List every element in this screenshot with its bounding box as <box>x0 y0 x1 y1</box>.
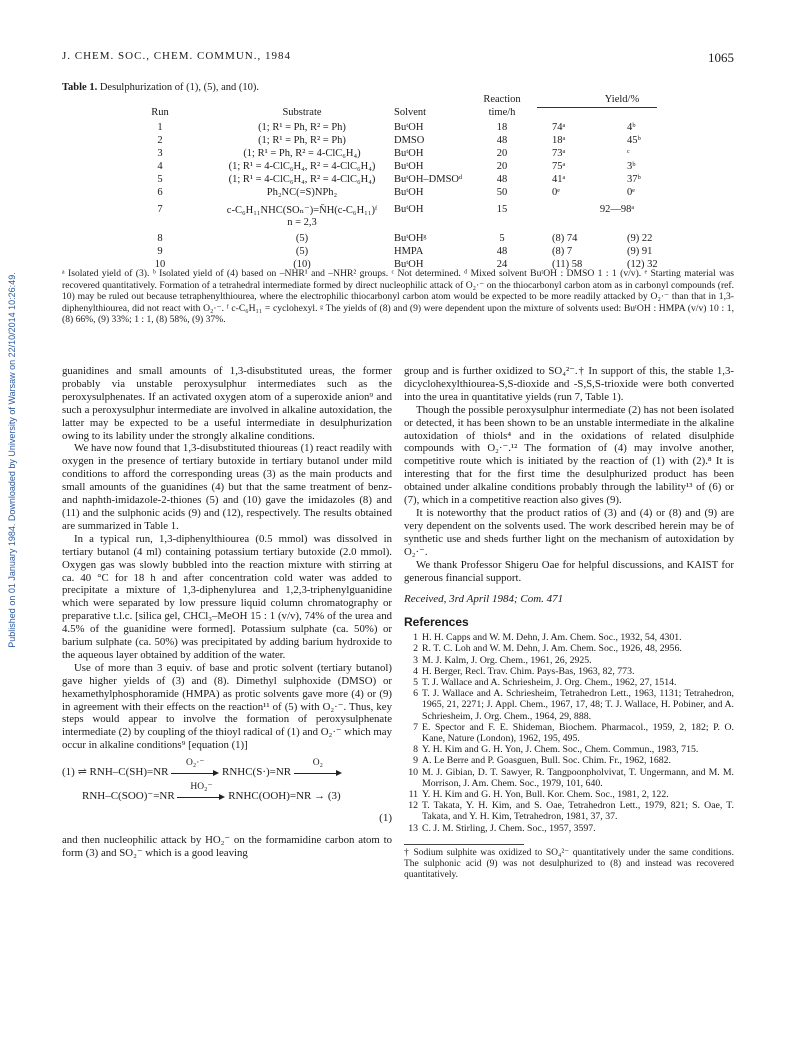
cell-substrate: (10) <box>293 259 311 270</box>
reference-text: T. Takata, Y. H. Kim, and S. Oae, Tetrahedron Lett., 1979, 821; S. Oae, T. Takata, and Y. H. Kim, Tetrahedron, 1981, 37, 37. <box>422 800 734 823</box>
cell-run: 10 <box>154 259 166 270</box>
equation-line-2 <box>82 781 341 803</box>
left-column <box>62 365 392 860</box>
cell-yield-1: 41ᵃ <box>552 174 566 185</box>
reference-item <box>404 767 734 789</box>
arrow-label: O₂ <box>312 757 323 768</box>
equation-term: RNHC(S·)=NR <box>221 766 292 779</box>
cell-yield-2: 3ᵇ <box>627 161 636 172</box>
reference-number: 4 <box>413 665 418 677</box>
cell-yield-2: (9) 22 <box>627 233 653 244</box>
received-date: Received, 3rd April 1984; Com. 471 <box>404 593 564 606</box>
footnote-rule <box>404 844 524 845</box>
reference-item <box>404 755 734 766</box>
header-yield: Yield/% <box>604 94 640 105</box>
page-number: 1065 <box>708 50 734 65</box>
cell-solvent: BuᵗOH <box>394 259 424 270</box>
cell-time: 50 <box>496 187 508 198</box>
arrow-label: O₂·⁻ <box>186 757 205 768</box>
reference-number: 6 <box>413 688 418 700</box>
reference-text: Y. H. Kim and G. H. Yon, Bull. Kor. Chem. Soc., 1981, 2, 122. <box>422 789 669 801</box>
reference-text: M. J. Kalm, J. Org. Chem., 1961, 26, 2925. <box>422 654 592 666</box>
cell-yield-2: (12) 32 <box>627 259 658 270</box>
cell-yield-combined: 92—98ᵃ <box>599 204 635 215</box>
cell-substrate: (1; R¹ = Ph, R² = Ph) <box>258 135 346 146</box>
cell-solvent: HMPA <box>394 246 424 257</box>
reference-number: 2 <box>413 643 418 655</box>
reaction-arrow <box>177 781 225 802</box>
cell-substrate: (1; R¹ = Ph, R² = Ph) <box>258 122 346 133</box>
reference-item <box>404 722 734 744</box>
paragraph: Use of more than 3 equiv. of base and protic solvent (tertiary butanol) gave higher yields of (3) and (8). Dimethyl sulphoxide (DMSO) or hexamethylphosphoramide (HMPA) as protic solvents gave more (4) or (9) in agreement with their effects on the reaction¹¹ of (5) with O₂·⁻. Thus, key steps would appear to involve the formation of peroxysulphenate intermediate (2) by coupling of the thioyl radical of (1) and O₂·⁻ which may occur in alkaline conditions⁹ [equation (1)] <box>62 661 392 752</box>
equation-1 <box>62 752 392 826</box>
table-footnotes: ᵃ Isolated yield of (3). ᵇ Isolated yield of (4) based on –NHR¹ and –NHR² groups. ᶜ Not determined. ᵈ Mixed solvent BuᵗOH : DMSO 1 : 1 (v/v). ᵉ Starting material was recovered quantitatively. Formation of a tetrahedral intermediate formed by direct nucleophilic attack of O₂·⁻ on the thiocarbonyl carbon atom as in carbonyl compounds (ref. 10) may be ruled out because tetraphenylthiourea, where the electrophilic thiocarbonyl carbon atom would be expected to be more readily attacked by O₂·⁻ than that in 1,3-diphenylthiourea, did not react with O₂·⁻. ᶠ c-C₆H₁₁ = cyclohexyl. ᵍ The yields of (8) and (9) were dependent upon the mixture of solvents used: BuᵗOH : HMPA (v/v) 10 : 1, (8) 66%, (9) 33%; 1 : 1, (8) 58%, (9) 37%. <box>62 268 734 326</box>
download-watermark-text: Published on 01 January 1984. Downloaded by University of Warsaw on 22/10/2014 10:26:49. <box>7 272 17 648</box>
table-row <box>62 233 734 246</box>
cell-yield-2: 4ᵇ <box>627 122 636 133</box>
cell-substrate: c-C₆H₁₁NHC(SOₙ⁻)=N̄H(c-C₆H₁₁)ᶠ <box>226 205 378 216</box>
reference-item <box>404 789 734 800</box>
download-watermark[interactable] <box>2 160 22 760</box>
cell-solvent: BuᵗOH <box>394 187 424 198</box>
cell-solvent: BuᵗOH <box>394 204 424 215</box>
cell-time: 48 <box>496 246 508 257</box>
reference-item <box>404 688 734 722</box>
cell-substrate: (1; R¹ = 4-ClC₆H₄, R² = 4-ClC₆H₄) <box>228 174 376 185</box>
paragraph: Though the possible peroxysulphur intermediate (2) has not been isolated or detected, it has been shown to be an unstable intermediate in the alkaline autoxidation of thiols⁴ and in the oxidations of related disulphide compounds with O₂·⁻.¹² The formation of (4) may involve another, competitive route which is initiated by the reaction of (1) with (2).⁸ It is interesting that for the first time the desulphurized product has been obtained under alkaline conditions probably through the lability¹³ of (6) or (7), which in a competitive reaction also gives (9). <box>404 403 734 507</box>
reference-item <box>404 632 734 643</box>
reference-text: Y. H. Kim and G. H. Yon, J. Chem. Soc., Chem. Commun., 1983, 715. <box>422 744 699 756</box>
reference-item <box>404 744 734 755</box>
table-caption <box>62 82 259 93</box>
cell-run: 9 <box>157 246 163 257</box>
cell-time: 15 <box>496 204 508 215</box>
cell-substrate: (1; R¹ = Ph, R² = 4-ClC₆H₄) <box>243 148 361 159</box>
cell-yield-1: 18ᵃ <box>552 135 566 146</box>
table-row <box>62 161 734 174</box>
cell-solvent: BuᵗOH <box>394 148 424 159</box>
cell-yield-1: 74ᵃ <box>552 122 566 133</box>
cell-solvent: BuᵗOH–DMSOᵈ <box>394 174 463 185</box>
paragraph: and then nucleophilic attack by HO₂⁻ on the formamidine carbon atom to form (3) and SO₂⁻ which is a good leaving <box>62 834 392 860</box>
right-column <box>404 365 734 881</box>
cell-run: 5 <box>157 174 163 185</box>
reference-number: 13 <box>408 822 418 834</box>
cell-run: 1 <box>157 122 163 133</box>
cell-substrate: (5) <box>295 246 309 257</box>
cell-yield-2: 0ᵉ <box>627 187 635 198</box>
reference-text: H. H. Capps and W. M. Dehn, J. Am. Chem. Soc., 1932, 54, 4301. <box>422 632 682 644</box>
cell-substrate: (1; R¹ = 4-ClC₆H₄, R² = 4-ClC₆H₄) <box>228 161 376 172</box>
cell-yield-1: (8) 74 <box>552 233 578 244</box>
reaction-arrow <box>294 757 342 778</box>
paragraph: We have now found that 1,3-disubstituted thioureas (1) react readily with oxygen in the presence of tertiary butoxide in tertiary butanol under mild conditions to afford the corresponding ureas (3) as the main products and small amounts of the guanidines (4) but that the same treatment of benz- and naphth-imidazole-2-thiones (5) and (10) gave the imidazoles (8) and (11) and the sulphonic acids (9) and (12), respectively. The results obtained are summarized in Table 1. <box>62 442 392 532</box>
reference-item <box>404 823 734 834</box>
reference-item <box>404 800 734 822</box>
paragraph: We thank Professor Shigeru Oae for helpful discussions, and KAIST for generous financial support. <box>404 558 734 584</box>
cell-time: 48 <box>496 135 508 146</box>
cell-substrate: Ph₂NC(=S)NPh₂ <box>266 187 338 198</box>
arrow-label: HO₂⁻ <box>190 781 213 792</box>
table-caption-label: Table 1. <box>62 82 98 93</box>
cell-run: 8 <box>157 233 163 244</box>
cell-yield-2: 37ᵇ <box>627 174 641 185</box>
cell-run: 6 <box>157 187 163 198</box>
reference-number: 11 <box>408 789 418 801</box>
cell-run: 7 <box>157 204 163 215</box>
cell-run: 4 <box>157 161 163 172</box>
cell-yield-1: 73ᵃ <box>552 148 566 159</box>
cell-yield-1: (11) 58 <box>552 259 583 270</box>
table-row <box>62 187 734 200</box>
reference-number: 9 <box>413 755 418 767</box>
reference-text: R. T. C. Loh and W. M. Dehn, J. Am. Chem. Soc., 1926, 48, 2956. <box>422 643 682 655</box>
equation-term: RNH–C(SOO)⁻=NR <box>82 790 175 803</box>
table-row <box>62 148 734 161</box>
cell-run: 2 <box>157 135 163 146</box>
cell-time: 5 <box>499 233 505 244</box>
cell-run: 3 <box>157 148 163 159</box>
reference-text: M. J. Gibian, D. T. Sawyer, R. Tangpoonpholvivat, T. Ungermann, and M. M. Morrison, J. Am. Chem. Soc., 1979, 101, 640. <box>422 766 734 789</box>
cell-yield-1: 0ᵉ <box>552 187 560 198</box>
cell-yield-2: (9) 91 <box>627 246 653 257</box>
header-solvent: Solvent <box>394 107 427 118</box>
table-row <box>62 246 734 259</box>
table-caption-text: Desulphurization of (1), (5), and (10). <box>97 82 260 93</box>
footnote: † Sodium sulphite was oxidized to SO₄²⁻ quantitatively under the same conditions. The sulphonic acid (9) was not desulphurized to (8) and instead was recovered quantitatively. <box>404 847 734 880</box>
references-heading: References <box>404 615 469 630</box>
reference-item <box>404 655 734 666</box>
paragraph: guanidines and small amounts of 1,3-disubstituted ureas, the former probably via unstable peroxysulphur intermediates such as the peroxysulphenates. If an activated oxygen atom of a superoxide anion⁹ and such a peroxysulphur intermediate are involved in alkaline autoxidation, the latter may be expected to be a useful intermediate in desulphurization owing to its lability under the strongly alkaline conditions. <box>62 365 392 442</box>
cell-time: 18 <box>496 122 508 133</box>
cell-yield-1: (8) 7 <box>552 246 573 257</box>
reference-text: E. Spector and F. E. Shideman, Biochem. Pharmacol., 1959, 2, 182; P. O. Kane, Nature (London), 1962, 195, 495. <box>422 721 734 745</box>
cell-time: 20 <box>496 148 508 159</box>
cell-yield-2: ᶜ <box>627 148 630 159</box>
page-header <box>62 50 734 66</box>
cell-substrate: (5) <box>295 233 309 244</box>
paragraph: group and is further oxidized to SO₄²⁻.† In support of this, the stable 1,3-dicyclohexylthiourea-S,S-dioxide and -S,S,S-trioxide were both converted into the urea in quantitative yields (run 7, Table 1). <box>404 365 734 403</box>
header-substrate: Substrate <box>282 107 322 118</box>
equation-number: (1) <box>379 812 392 825</box>
equation-term: (1) ⇌ RNH–C(SH)=NR <box>62 766 169 779</box>
cell-solvent: BuᵗOH <box>394 122 424 133</box>
header-time-top: Reaction <box>483 94 521 105</box>
reference-item <box>404 643 734 654</box>
reference-text: T. J. Wallace and A. Schriesheim, J. Org. Chem., 1962, 27, 1514. <box>422 677 677 689</box>
reference-text: C. J. M. Stirling, J. Chem. Soc., 1957, 3597. <box>422 822 596 834</box>
cell-substrate-note: n = 2,3 <box>287 217 317 228</box>
paragraph: In a typical run, 1,3-diphenylthiourea (0.5 mmol) was dissolved in tertiary butanol (4 ml) containing potassium tertiary butoxide (2.0 mmol). Oxygen gas was slowly bubbled into the reaction mixture with stirring at ca. 40 °C for 18 h and after concentration cold water was added to precipitate a mixture of 1,3-diphenylurea and 1,2,3-triphenylguanidine which were separated by low pressure liquid column chromatography or preparative t.l.c. [silica gel, CHCl₃–MeOH 15 : 1 (v/v), 74% of the urea and 4.5% of the guanidine were formed]. Potassium sulphate (ca. 50%) or barium sulphate (ca. 50%) was precipitated by adding barium hydroxide to the aqueous layer obtained by addition of the water. <box>62 532 392 661</box>
table-header-row-2 <box>62 107 734 120</box>
cell-yield-2: 45ᵇ <box>627 135 641 146</box>
reference-item <box>404 677 734 688</box>
reference-number: 8 <box>413 744 418 756</box>
table-row <box>62 122 734 135</box>
table-row-continued <box>62 217 734 230</box>
reference-number: 5 <box>413 677 418 689</box>
table-row <box>62 204 734 217</box>
cell-time: 24 <box>496 259 508 270</box>
header-time-bottom: time/h <box>488 107 516 118</box>
header-run: Run <box>151 107 169 118</box>
table-row <box>62 174 734 187</box>
reference-number: 1 <box>413 632 418 644</box>
cell-time: 48 <box>496 174 508 185</box>
reference-text: T. J. Wallace and A. Schriesheim, Tetrahedron Lett., 1963, 1131; Tetrahedron, 1965, 21, 2271; J. Appl. Chem., 1967, 17, 48; T. J. Wallace, H. Pobiner, and A. Schriesheim, J. Org. Chem., 1964, 29, 888. <box>422 688 734 722</box>
table-row <box>62 135 734 148</box>
paragraph: It is noteworthy that the product ratios of (3) and (4) or (8) and (9) are very dependent on the solvents used. The work described herein may be of synthetic use and sheds further light on the mechanism of autoxidation by O₂·⁻. <box>404 506 734 558</box>
reference-number: 12 <box>408 800 418 812</box>
equation-term: RNHC(OOH)=NR → (3) <box>228 790 341 803</box>
journal-header: J. CHEM. SOC., CHEM. COMMUN., 1984 <box>62 50 291 62</box>
reaction-arrow <box>171 757 219 778</box>
reference-number: 10 <box>408 766 418 778</box>
cell-yield-1: 75ᵃ <box>552 161 566 172</box>
reference-number: 3 <box>413 654 418 666</box>
equation-line-1 <box>62 757 342 779</box>
cell-solvent: BuᵗOH <box>394 161 424 172</box>
reference-number: 7 <box>413 721 418 733</box>
reference-text: A. Le Berre and P. Goasguen, Bull. Soc. Chim. Fr., 1962, 1682. <box>422 755 671 767</box>
cell-time: 20 <box>496 161 508 172</box>
cell-solvent: BuᵗOHᵍ <box>394 233 427 244</box>
reference-item <box>404 666 734 677</box>
references-list <box>404 632 734 834</box>
reference-text: H. Berger, Recl. Trav. Chim. Pays-Bas, 1963, 82, 773. <box>422 665 635 677</box>
table-header-row-1 <box>62 94 734 107</box>
cell-solvent: DMSO <box>394 135 425 146</box>
